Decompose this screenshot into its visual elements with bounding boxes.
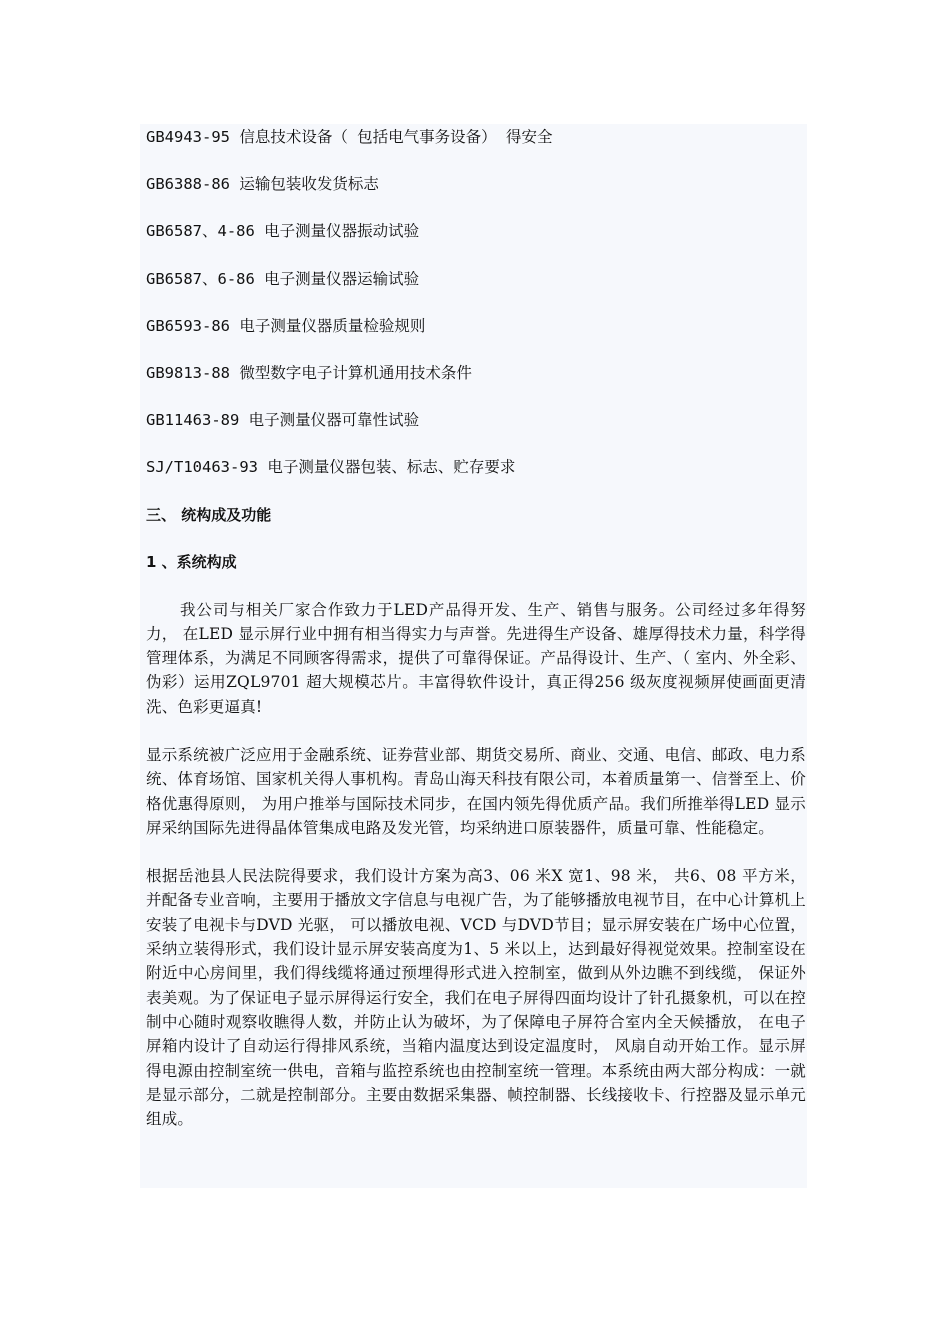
paragraph-applications: 显示系统被广泛应用于金融系统、证券营业部、期货交易所、商业、交通、电信、邮政、电力系统、体育场馆、国家机关得人事机构。青岛山海天科技有限公司，本着质量第一、信誉至上、价格优惠得原则， 为用户推举与国际技术同步，在国内领先得优质产品。我们所推举得LED 显示屏采纳国际先进得晶体管集成电路及发光管，均采纳进口原装器件，质量可靠、性能稳定。 — [146, 745, 806, 837]
standard-item: GB9813-88 微型数字电子计算机通用技术条件 — [146, 363, 472, 382]
paragraph-design-plan: 根据岳池县人民法院得要求，我们设计方案为高3、06 米X 宽1、98 米， 共6、08 平方米， 并配备专业音响，主要用于播放文字信息与电视广告，为了能够播放电视节目，在中心计算机上安装了电视卡与DVD 光驱， 可以播放电视、VCD 与DVD节目；显示屏安装在广场中心位置，采纳立装得形式，我们设计显示屏安装高度为1、5 米以上，达到最好得视觉效果。控制室设在附近中心房间里，我们得线缆将通过预埋得形式进入控制室，做到从外边瞧不到线缆， 保证外表美观。为了保证电子显示屏得运行安全，我们在电子屏得四面均设计了针孔摄象机，可以在控制中心随时观察收瞧得人数，并防止认为破坏，为了保障电子屏符合室内全天候播放， 在电子屏箱内设计了自动运行得排风系统，当箱内温度达到设定温度时， 风扇自动开始工作。显示屏得电源由控制室统一供电，音箱与监控系统也由控制室统一管理。本系统由两大部分构成：一就是显示部分，二就是控制部分。主要由数据采集器、帧控制器、长线接收卡、行控器及显示单元组成。 — [146, 867, 806, 1129]
standard-item: SJ/T10463-93 电子测量仪器包装、标志、贮存要求 — [146, 458, 516, 477]
standard-item: GB4943-95 信息技术设备（ 包括电气事务设备） 得安全 — [146, 128, 553, 146]
section-heading: 三、 统构成及功能 — [146, 505, 272, 524]
standard-item: GB6587、6-86 电子测量仪器运输试验 — [146, 269, 420, 288]
paragraph-company-intro: 我公司与相关厂家合作致力于LED产品得开发、生产、销售与服务。公司经过多年得努力， 在LED 显示屏行业中拥有相当得实力与声誉。先进得生产设备、雄厚得技术力量，科学得管理体系，为满足不同顾客得需求，提供了可靠得保证。产品得设计、生产、（ 室内、外全彩、伪彩）运用ZQL9701 超大规模芯片。丰富得软件设计，真正得256 级灰度视频屏使画面更清洗、色彩更逼真! — [146, 600, 806, 716]
standards-list — [146, 126, 806, 478]
standard-item: GB6587、4-86 电子测量仪器振动试验 — [146, 222, 420, 241]
subsection-heading: 1 、系统构成 — [146, 552, 237, 571]
standard-item: GB6593-86 电子测量仪器质量检验规则 — [146, 316, 426, 335]
standard-item: GB6388-86 运输包装收发货标志 — [146, 175, 379, 194]
document-body — [146, 124, 806, 1155]
standard-item: GB11463-89 电子测量仪器可靠性试验 — [146, 411, 420, 430]
